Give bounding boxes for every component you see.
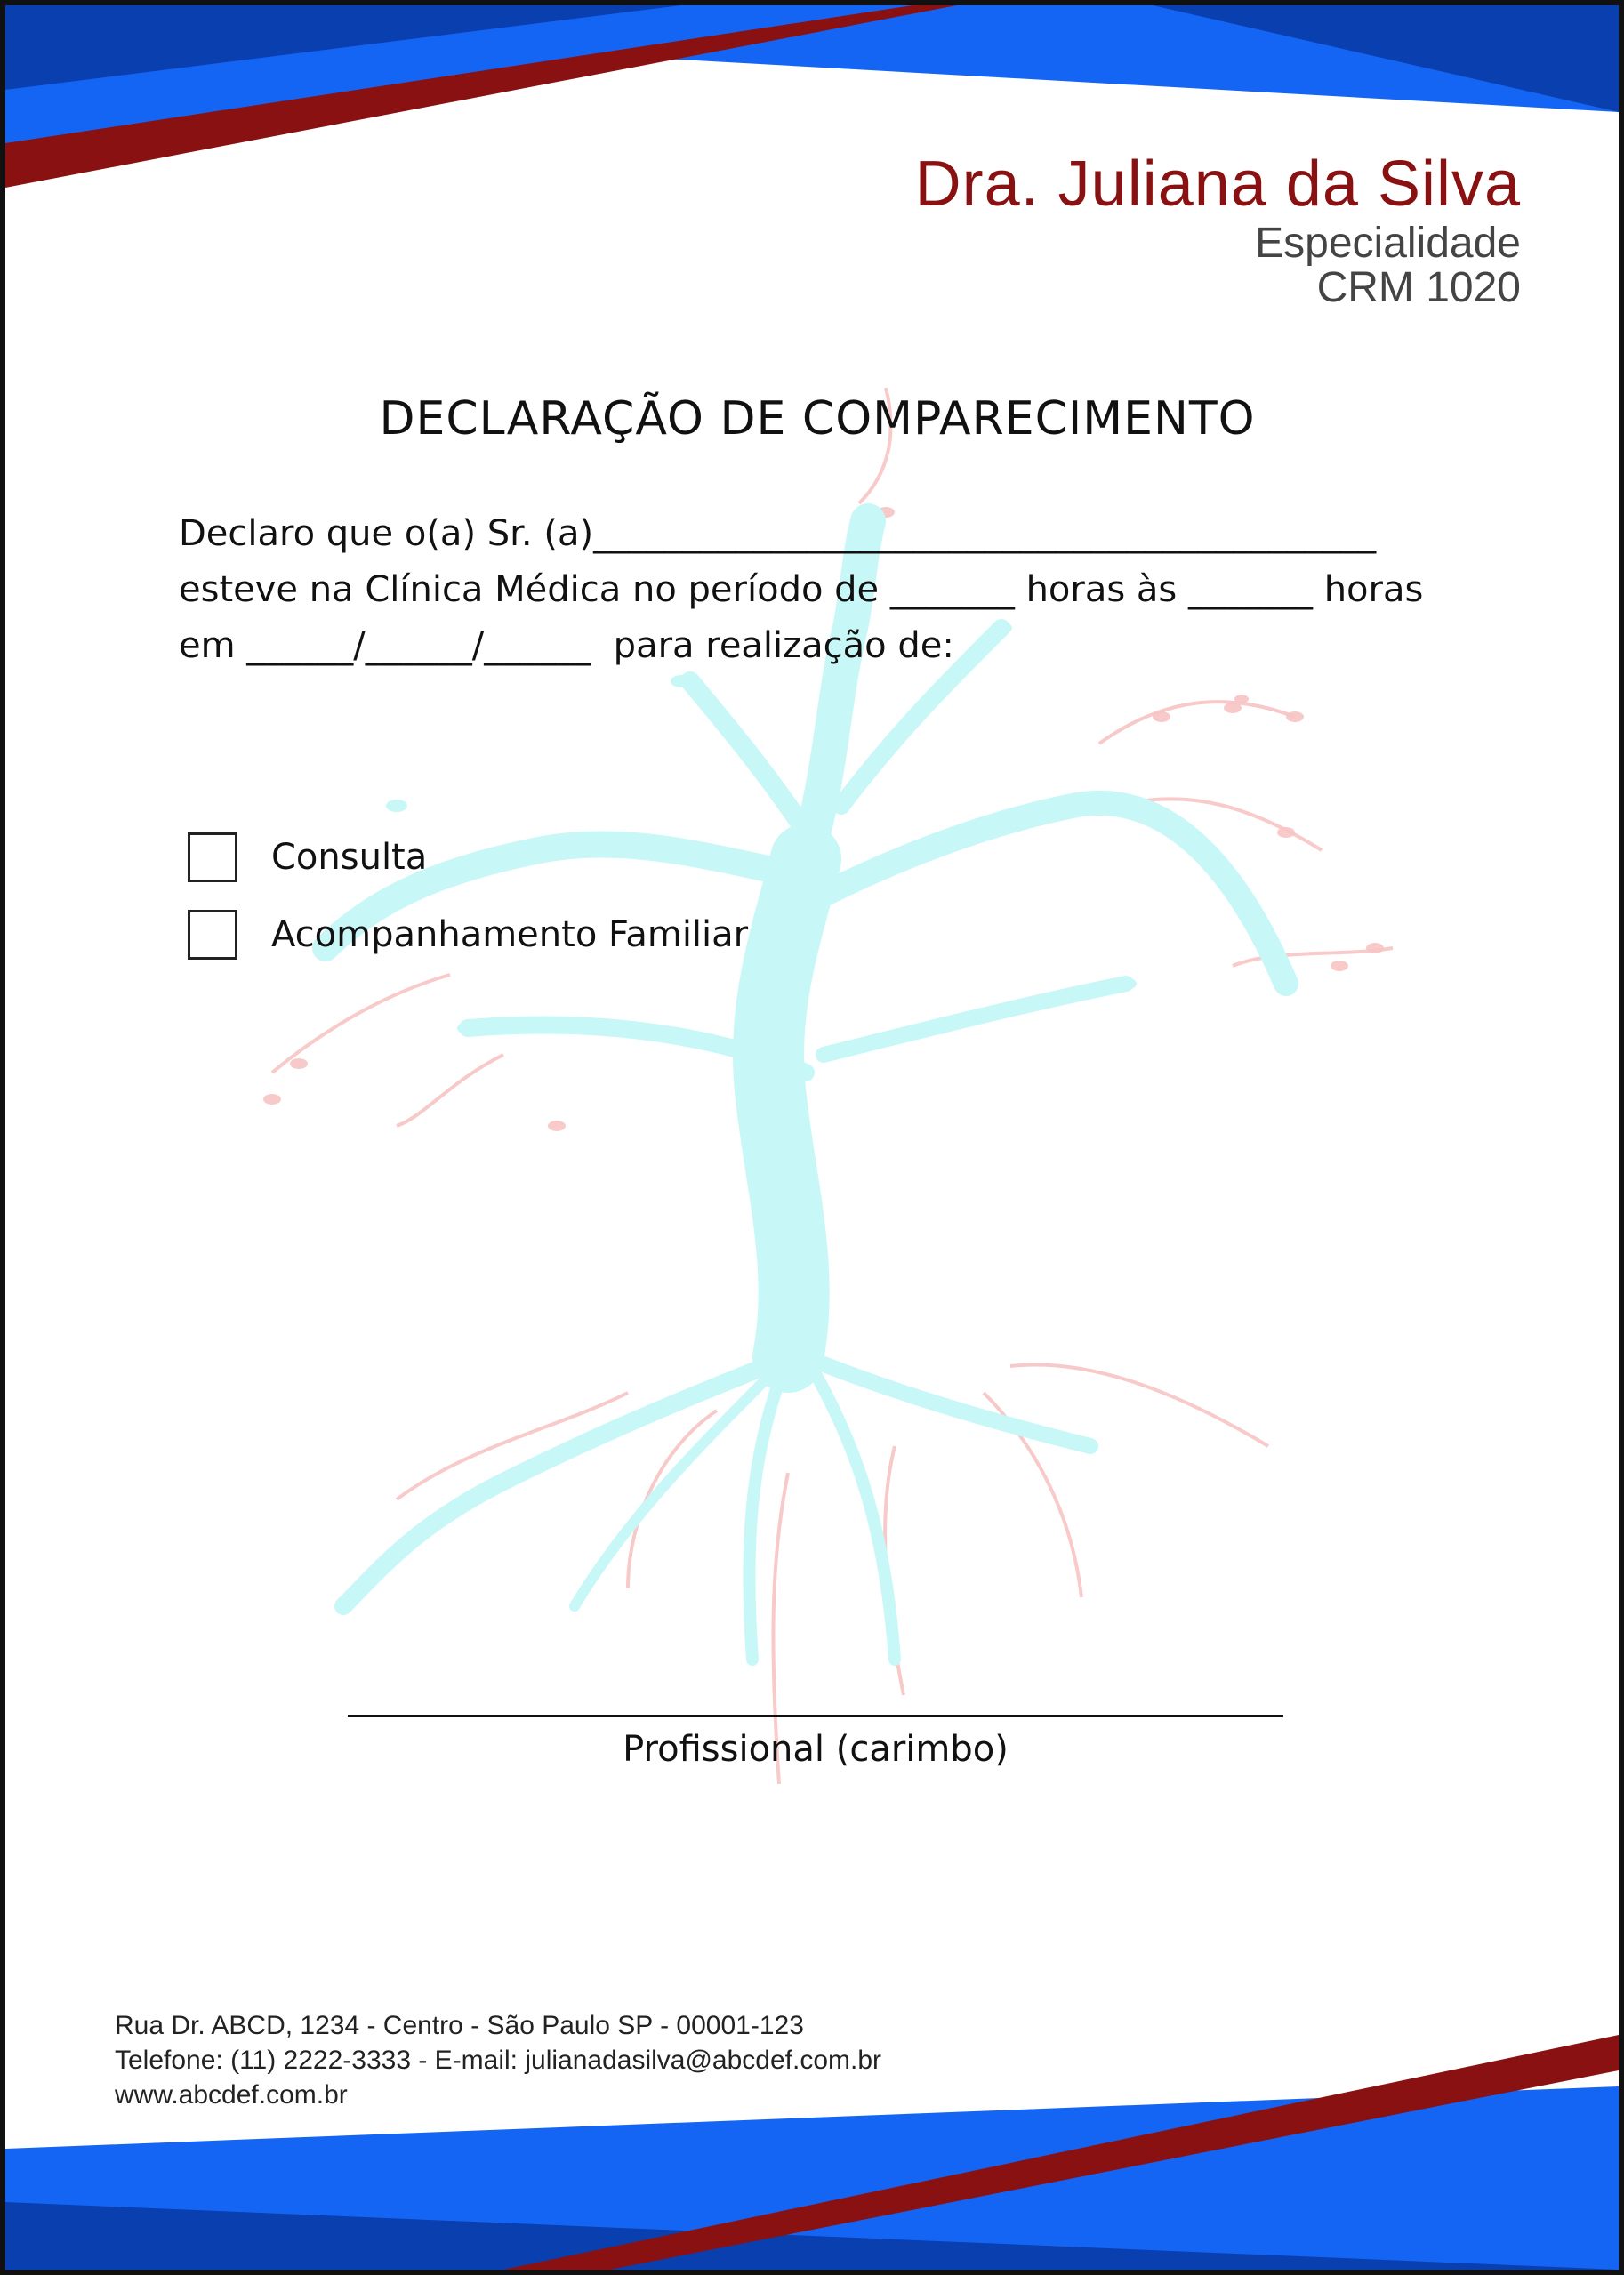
declaration-body	[179, 506, 1423, 674]
doctor-specialty: Especialidade	[1255, 220, 1521, 267]
signature-label: Profissional (carimbo)	[623, 1729, 1009, 1770]
consulta-checkbox[interactable]	[188, 832, 237, 882]
contact-footer	[115, 2008, 881, 2112]
signature-line	[348, 1715, 1283, 1717]
acompanhamento-familiar-checkbox[interactable]	[188, 910, 237, 960]
cyan-tree	[326, 521, 1286, 1660]
service-options	[188, 828, 748, 983]
option-label: Consulta	[271, 837, 428, 878]
option-consulta	[188, 828, 748, 887]
document-title: DECLARAÇÃO DE COMPARECIMENTO	[379, 392, 1256, 446]
doctor-header	[914, 149, 1521, 312]
option-acompanhamento-familiar	[188, 905, 748, 964]
doctor-name: Dra. Juliana da Silva	[914, 149, 1521, 220]
footer-address: Rua Dr. ABCD, 1234 - Centro - São Paulo SP - 00001-123	[115, 2011, 804, 2040]
declaration-line-2: esteve na Clínica Médica no período de _______ horas às _______ horas	[179, 569, 1424, 610]
footer-website: www.abcdef.com.br	[115, 2080, 348, 2110]
footer-contact: Telefone: (11) 2222-3333 - E-mail: julianadasilva@abcdef.com.br	[115, 2046, 882, 2075]
option-label: Acompanhamento Familiar	[271, 914, 749, 955]
declaration-line-3: em ______/______/______ para realização de:	[179, 625, 954, 666]
tree-watermark	[5, 5, 1619, 2270]
doctor-crm: CRM 1020	[1316, 264, 1521, 312]
declaration-line-1: Declaro que o(a) Sr. (a)____________________________________________	[179, 513, 1377, 554]
